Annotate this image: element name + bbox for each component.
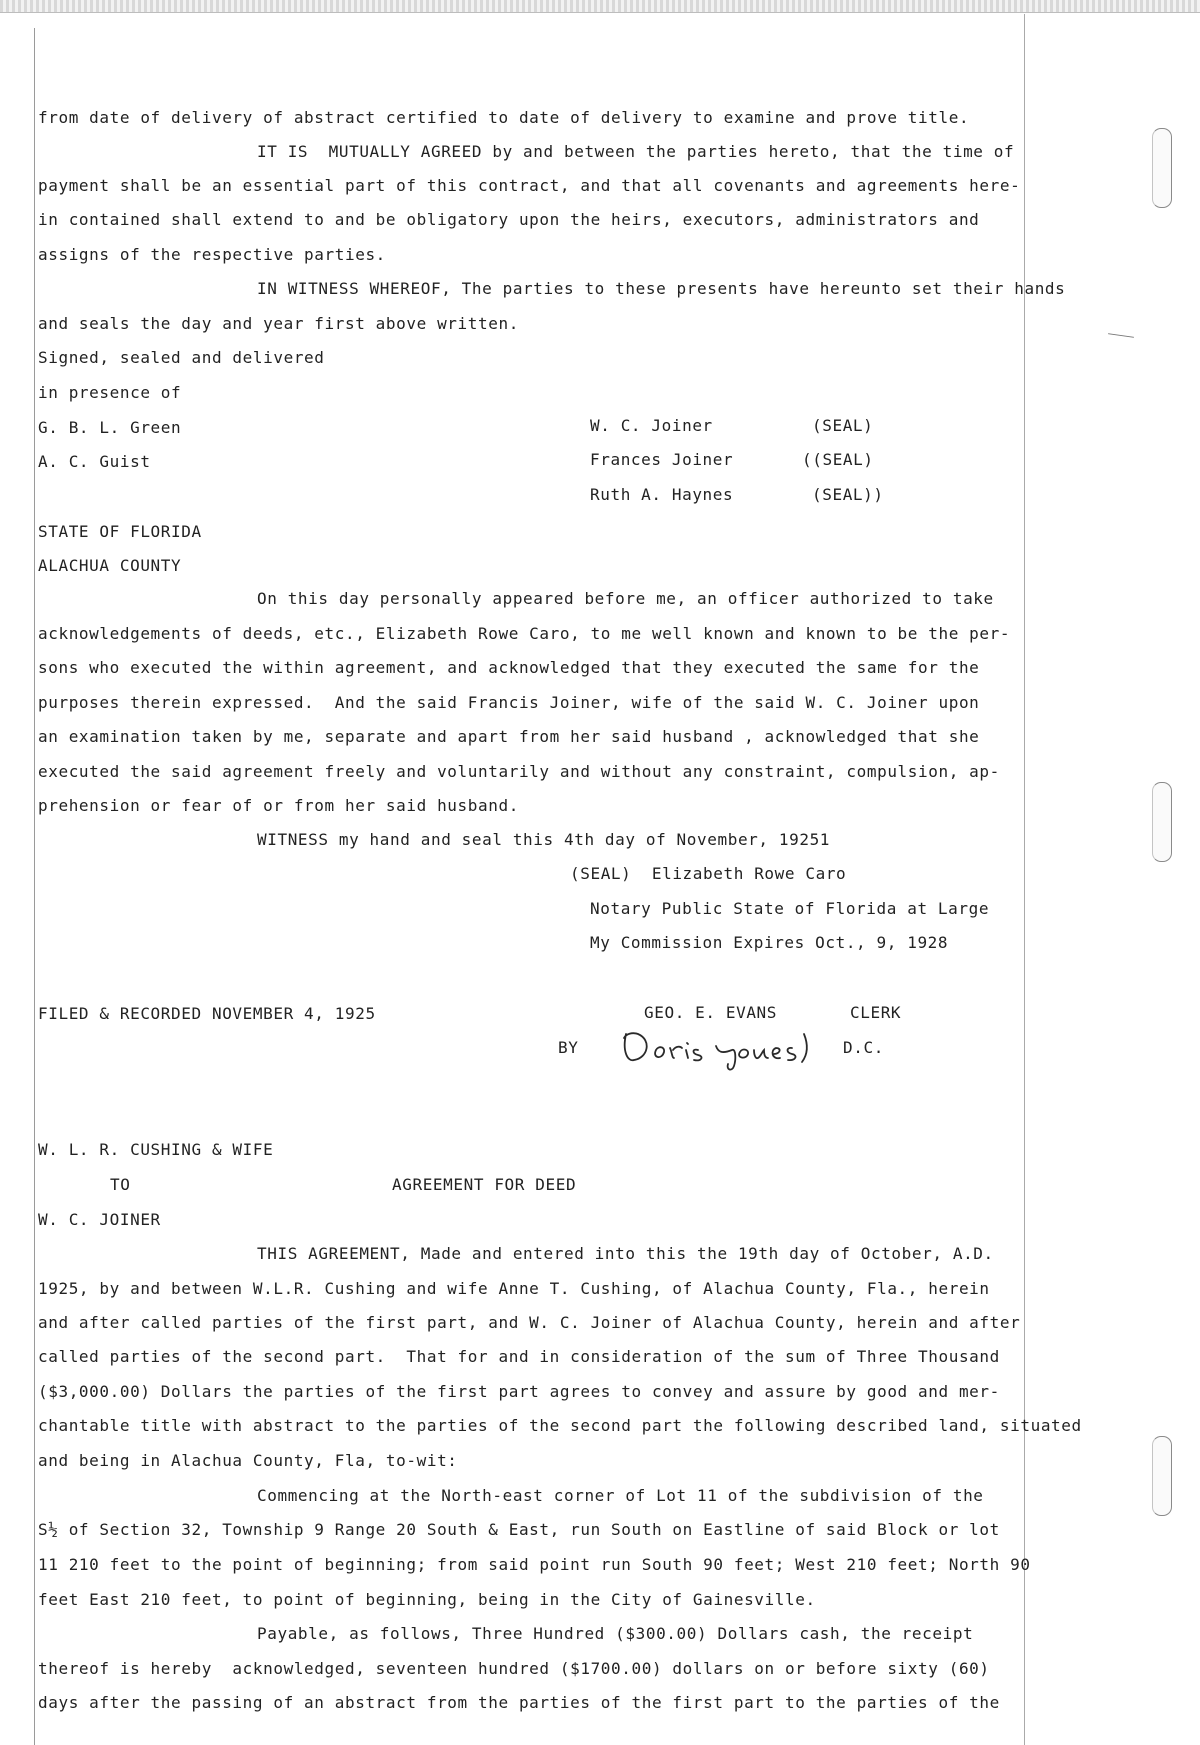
signer-name: Ruth A. Haynes — [590, 485, 734, 504]
text-line: and being in Alachua County, Fla, to-wit: — [38, 1451, 458, 1470]
text-line: WITNESS my hand and seal this 4th day of November, 19251 — [257, 830, 831, 849]
text-line: Signed, sealed and delivered — [38, 348, 325, 367]
text-line: 11 210 feet to the point of beginning; from said point run South 90 feet; West 210 feet; North 90 — [38, 1555, 1031, 1574]
to-label: TO — [110, 1175, 131, 1194]
text-line: chantable title with abstract to the parties of the second part the following described land, situated — [38, 1416, 1082, 1435]
text-line: in contained shall extend to and be obligatory upon the heirs, executors, administrators and — [38, 210, 980, 229]
text-line: IN WITNESS WHEREOF, The parties to these presents have hereunto set their hands — [257, 279, 1066, 298]
clerk-title: CLERK — [850, 1003, 902, 1022]
stray-mark — [1108, 333, 1134, 338]
notary-seal-line: (SEAL) Elizabeth Rowe Caro — [570, 864, 847, 883]
text-line: STATE OF FLORIDA — [38, 522, 202, 541]
party-heading: W. L. R. CUSHING & WIFE — [38, 1140, 274, 1159]
text-line: sons who executed the within agreement, and acknowledged that they executed the same for the — [38, 658, 980, 677]
by-label: BY — [558, 1038, 579, 1057]
text-line: purposes therein expressed. And the said Francis Joiner, wife of the said W. C. Joiner upon — [38, 693, 980, 712]
binder-hole-top — [1152, 128, 1172, 208]
signer-name: Frances Joiner — [590, 450, 734, 469]
deputy-clerk-label: D.C. — [843, 1038, 884, 1057]
text-line: IT IS MUTUALLY AGREED by and between the parties hereto, that the time of — [257, 142, 1015, 161]
binder-hole-bottom — [1152, 1436, 1172, 1516]
text-line: prehension or fear of or from her said husband. — [38, 796, 519, 815]
handwritten-signature — [618, 1024, 818, 1074]
text-line: Payable, as follows, Three Hundred ($300.00) Dollars cash, the receipt — [257, 1624, 974, 1643]
document-title: AGREEMENT FOR DEED — [392, 1175, 577, 1194]
text-line: feet East 210 feet, to point of beginning, being in the City of Gainesville. — [38, 1590, 816, 1609]
text-line: ALACHUA COUNTY — [38, 556, 182, 575]
text-line: 1925, by and between W.L.R. Cushing and wife Anne T. Cushing, of Alachua County, Fla., herein — [38, 1279, 990, 1298]
text-line: thereof is hereby acknowledged, seventeen hundred ($1700.00) dollars on or before sixty (60) — [38, 1659, 990, 1678]
text-line: executed the said agreement freely and voluntarily and without any constraint, compulsion, ap- — [38, 762, 1000, 781]
right-margin-line — [1024, 14, 1025, 1745]
notary-line: My Commission Expires Oct., 9, 1928 — [590, 933, 949, 952]
text-line: payment shall be an essential part of this contract, and that all covenants and agreements here- — [38, 176, 1021, 195]
text-line: and after called parties of the first part, and W. C. Joiner of Alachua County, herein and after — [38, 1313, 1021, 1332]
binder-hole-middle — [1152, 782, 1172, 862]
text-line: days after the passing of an abstract from the parties of the first part to the parties of the — [38, 1693, 1000, 1712]
text-line: from date of delivery of abstract certified to date of delivery to examine and prove title. — [38, 108, 970, 127]
scan-top-band — [0, 0, 1200, 13]
left-margin-line — [34, 28, 35, 1745]
text-line: and seals the day and year first above written. — [38, 314, 519, 333]
party-heading: W. C. JOINER — [38, 1210, 161, 1229]
text-line: S½ of Section 32, Township 9 Range 20 South & East, run South on Eastline of said Block or lot — [38, 1520, 1000, 1539]
signer-name: W. C. Joiner — [590, 416, 713, 435]
text-line: Commencing at the North-east corner of Lot 11 of the subdivision of the — [257, 1486, 984, 1505]
text-line: called parties of the second part. That for and in consideration of the sum of Three Thousand — [38, 1347, 1000, 1366]
text-line: in presence of — [38, 383, 182, 402]
text-line: THIS AGREEMENT, Made and entered into this the 19th day of October, A.D. — [257, 1244, 994, 1263]
clerk-name: GEO. E. EVANS — [644, 1003, 778, 1022]
text-line: ($3,000.00) Dollars the parties of the first part agrees to convey and assure by good and mer- — [38, 1382, 1000, 1401]
text-line: assigns of the respective parties. — [38, 245, 386, 264]
witness-name: G. B. L. Green — [38, 418, 182, 437]
signature-text: Doris Jones — [618, 1024, 625, 1025]
seal-mark: ((SEAL) — [802, 450, 874, 469]
witness-name: A. C. Guist — [38, 452, 151, 471]
seal-mark: (SEAL) — [812, 416, 874, 435]
text-line: an examination taken by me, separate and apart from her said husband , acknowledged that she — [38, 727, 980, 746]
text-line: On this day personally appeared before me, an officer authorized to take — [257, 589, 994, 608]
filed-recorded: FILED & RECORDED NOVEMBER 4, 1925 — [38, 1004, 376, 1023]
notary-line: Notary Public State of Florida at Large — [590, 899, 990, 918]
text-line: acknowledgements of deeds, etc., Elizabeth Rowe Caro, to me well known and known to be the per- — [38, 624, 1011, 643]
seal-mark: (SEAL)) — [812, 485, 884, 504]
